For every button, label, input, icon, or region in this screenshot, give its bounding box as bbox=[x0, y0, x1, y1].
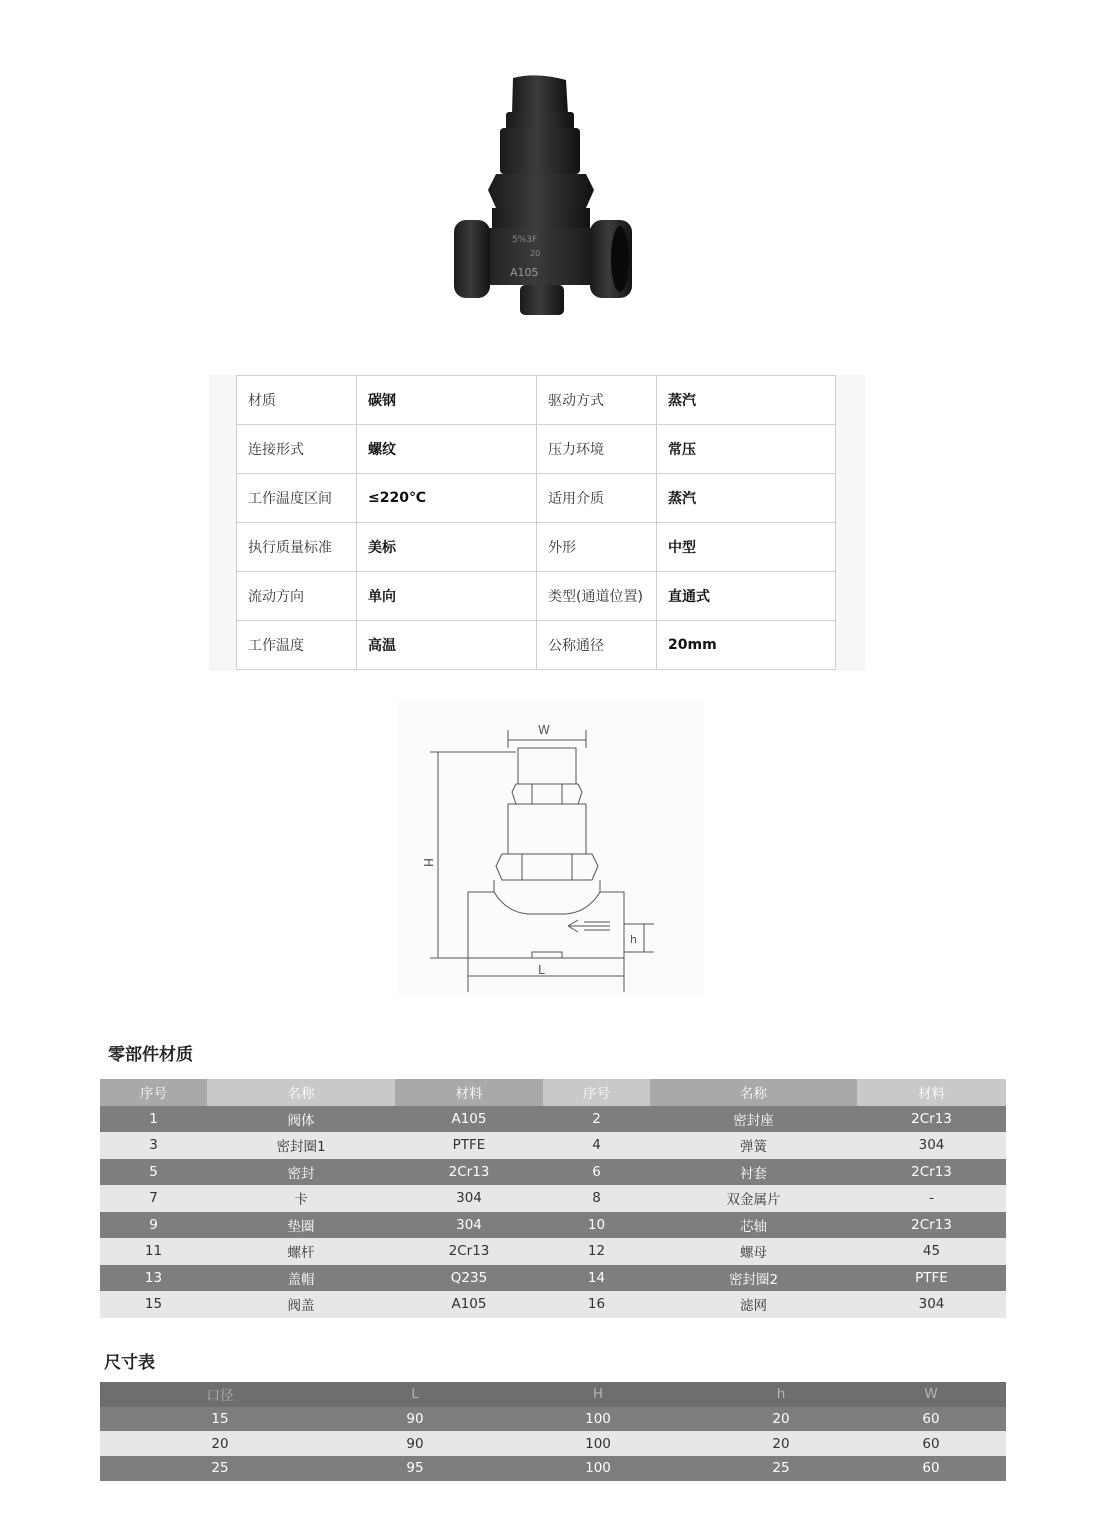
parts-header-cell: 名称 bbox=[650, 1079, 857, 1106]
parts-cell: 9 bbox=[100, 1212, 207, 1239]
spec-value: 螺纹 bbox=[357, 425, 537, 474]
parts-cell: 1 bbox=[100, 1106, 207, 1133]
photo-marking-1: 5%3F bbox=[512, 235, 538, 245]
spec-value: ≤220℃ bbox=[357, 474, 537, 523]
parts-cell: 12 bbox=[543, 1238, 650, 1265]
parts-section-title: 零部件材质 bbox=[108, 1045, 193, 1065]
parts-cell: 13 bbox=[100, 1265, 207, 1292]
parts-cell: A105 bbox=[395, 1106, 543, 1133]
drawing-label-h-total: H bbox=[421, 858, 435, 868]
parts-cell: 2Cr13 bbox=[395, 1159, 543, 1186]
parts-cell: PTFE bbox=[857, 1265, 1006, 1292]
parts-row bbox=[100, 1291, 1006, 1318]
parts-cell: 304 bbox=[857, 1132, 1006, 1159]
dims-cell: 20 bbox=[100, 1431, 340, 1456]
parts-row bbox=[100, 1238, 1006, 1265]
parts-table bbox=[100, 1079, 1006, 1318]
photo-marking-3: A105 bbox=[510, 266, 539, 279]
parts-row bbox=[100, 1159, 1006, 1186]
spec-value: 20mm bbox=[657, 621, 836, 670]
dims-cell: 25 bbox=[706, 1456, 856, 1481]
parts-cell: 滤网 bbox=[650, 1291, 857, 1318]
parts-cell: 2Cr13 bbox=[857, 1159, 1006, 1186]
parts-row bbox=[100, 1185, 1006, 1212]
parts-cell: 2Cr13 bbox=[857, 1106, 1006, 1133]
dims-cell: 60 bbox=[856, 1407, 1006, 1432]
spec-row bbox=[237, 376, 836, 425]
spec-key: 材质 bbox=[237, 376, 357, 425]
parts-cell: 螺杆 bbox=[207, 1238, 395, 1265]
parts-cell: 密封圈1 bbox=[207, 1132, 395, 1159]
parts-cell: 螺母 bbox=[650, 1238, 857, 1265]
parts-row bbox=[100, 1106, 1006, 1133]
parts-cell: 芯轴 bbox=[650, 1212, 857, 1239]
dims-cell: 20 bbox=[706, 1431, 856, 1456]
dims-table bbox=[100, 1382, 1006, 1481]
dims-row bbox=[100, 1456, 1006, 1481]
parts-cell: 盖帽 bbox=[207, 1265, 395, 1292]
spec-value: 美标 bbox=[357, 523, 537, 572]
spec-key: 公称通径 bbox=[537, 621, 657, 670]
spec-key: 类型(通道位置) bbox=[537, 572, 657, 621]
parts-cell: 密封 bbox=[207, 1159, 395, 1186]
parts-cell: 阀盖 bbox=[207, 1291, 395, 1318]
spec-row bbox=[237, 523, 836, 572]
spec-key: 适用介质 bbox=[537, 474, 657, 523]
dims-section-title: 尺寸表 bbox=[104, 1353, 155, 1373]
spec-value: 单向 bbox=[357, 572, 537, 621]
parts-cell: 6 bbox=[543, 1159, 650, 1186]
parts-cell: - bbox=[857, 1185, 1006, 1212]
parts-header-row bbox=[100, 1079, 1006, 1106]
parts-header-cell: 序号 bbox=[100, 1079, 207, 1106]
dims-cell: 95 bbox=[340, 1456, 490, 1481]
parts-cell: 15 bbox=[100, 1291, 207, 1318]
spec-table bbox=[236, 375, 836, 670]
parts-cell: 8 bbox=[543, 1185, 650, 1212]
parts-cell: 双金属片 bbox=[650, 1185, 857, 1212]
spec-value: 高温 bbox=[357, 621, 537, 670]
spec-value: 蒸汽 bbox=[657, 474, 836, 523]
parts-row bbox=[100, 1132, 1006, 1159]
spec-row bbox=[237, 621, 836, 670]
spec-key: 工作温度 bbox=[237, 621, 357, 670]
parts-header-cell: 材料 bbox=[857, 1079, 1006, 1106]
dims-row bbox=[100, 1431, 1006, 1456]
parts-cell: 11 bbox=[100, 1238, 207, 1265]
drawing-label-l: L bbox=[538, 963, 545, 977]
dims-cell: 20 bbox=[706, 1407, 856, 1432]
dims-cell: 100 bbox=[490, 1456, 706, 1481]
dims-cell: 25 bbox=[100, 1456, 340, 1481]
dims-cell: 15 bbox=[100, 1407, 340, 1432]
parts-header-cell: 序号 bbox=[543, 1079, 650, 1106]
parts-cell: 5 bbox=[100, 1159, 207, 1186]
parts-cell: 3 bbox=[100, 1132, 207, 1159]
spec-key: 连接形式 bbox=[237, 425, 357, 474]
dims-header-cell: 口径 bbox=[100, 1382, 340, 1407]
dims-header-cell: W bbox=[856, 1382, 1006, 1407]
parts-cell: 2 bbox=[543, 1106, 650, 1133]
spec-table-shade-left bbox=[209, 375, 236, 671]
spec-key: 驱动方式 bbox=[537, 376, 657, 425]
parts-cell: 16 bbox=[543, 1291, 650, 1318]
spec-value: 碳钢 bbox=[357, 376, 537, 425]
dims-cell: 100 bbox=[490, 1431, 706, 1456]
spec-key: 执行质量标准 bbox=[237, 523, 357, 572]
drawing-label-h-small: h bbox=[630, 933, 637, 946]
parts-cell: 304 bbox=[395, 1185, 543, 1212]
parts-cell: 密封圈2 bbox=[650, 1265, 857, 1292]
parts-cell: 4 bbox=[543, 1132, 650, 1159]
spec-row bbox=[237, 425, 836, 474]
parts-cell: 45 bbox=[857, 1238, 1006, 1265]
parts-cell: PTFE bbox=[395, 1132, 543, 1159]
parts-cell: 密封座 bbox=[650, 1106, 857, 1133]
spec-key: 工作温度区间 bbox=[237, 474, 357, 523]
spec-value: 常压 bbox=[657, 425, 836, 474]
dims-cell: 90 bbox=[340, 1431, 490, 1456]
product-photo bbox=[440, 70, 640, 325]
dims-cell: 60 bbox=[856, 1431, 1006, 1456]
dims-cell: 90 bbox=[340, 1407, 490, 1432]
spec-value: 直通式 bbox=[657, 572, 836, 621]
dimension-drawing bbox=[398, 700, 703, 995]
parts-cell: 2Cr13 bbox=[857, 1212, 1006, 1239]
parts-cell: Q235 bbox=[395, 1265, 543, 1292]
spec-key: 外形 bbox=[537, 523, 657, 572]
parts-cell: 2Cr13 bbox=[395, 1238, 543, 1265]
parts-cell: A105 bbox=[395, 1291, 543, 1318]
parts-cell: 7 bbox=[100, 1185, 207, 1212]
spec-value: 蒸汽 bbox=[657, 376, 836, 425]
parts-cell: 10 bbox=[543, 1212, 650, 1239]
spec-value: 中型 bbox=[657, 523, 836, 572]
parts-cell: 垫圈 bbox=[207, 1212, 395, 1239]
spec-key: 流动方向 bbox=[237, 572, 357, 621]
drawing-label-w: W bbox=[538, 723, 550, 737]
dims-header-cell: H bbox=[490, 1382, 706, 1407]
dims-header-row bbox=[100, 1382, 1006, 1407]
dims-cell: 60 bbox=[856, 1456, 1006, 1481]
parts-cell: 304 bbox=[857, 1291, 1006, 1318]
spec-key: 压力环境 bbox=[537, 425, 657, 474]
dims-header-cell: h bbox=[706, 1382, 856, 1407]
parts-cell: 卡 bbox=[207, 1185, 395, 1212]
parts-row bbox=[100, 1212, 1006, 1239]
dims-row bbox=[100, 1407, 1006, 1432]
dims-header-cell: L bbox=[340, 1382, 490, 1407]
parts-cell: 阀体 bbox=[207, 1106, 395, 1133]
spec-table-shade-right bbox=[835, 375, 865, 671]
dims-cell: 100 bbox=[490, 1407, 706, 1432]
parts-header-cell: 名称 bbox=[207, 1079, 395, 1106]
parts-cell: 304 bbox=[395, 1212, 543, 1239]
spec-row bbox=[237, 474, 836, 523]
parts-cell: 弹簧 bbox=[650, 1132, 857, 1159]
photo-marking-2: 20 bbox=[530, 249, 541, 258]
parts-cell: 14 bbox=[543, 1265, 650, 1292]
parts-header-cell: 材料 bbox=[395, 1079, 543, 1106]
parts-row bbox=[100, 1265, 1006, 1292]
spec-row bbox=[237, 572, 836, 621]
parts-cell: 衬套 bbox=[650, 1159, 857, 1186]
